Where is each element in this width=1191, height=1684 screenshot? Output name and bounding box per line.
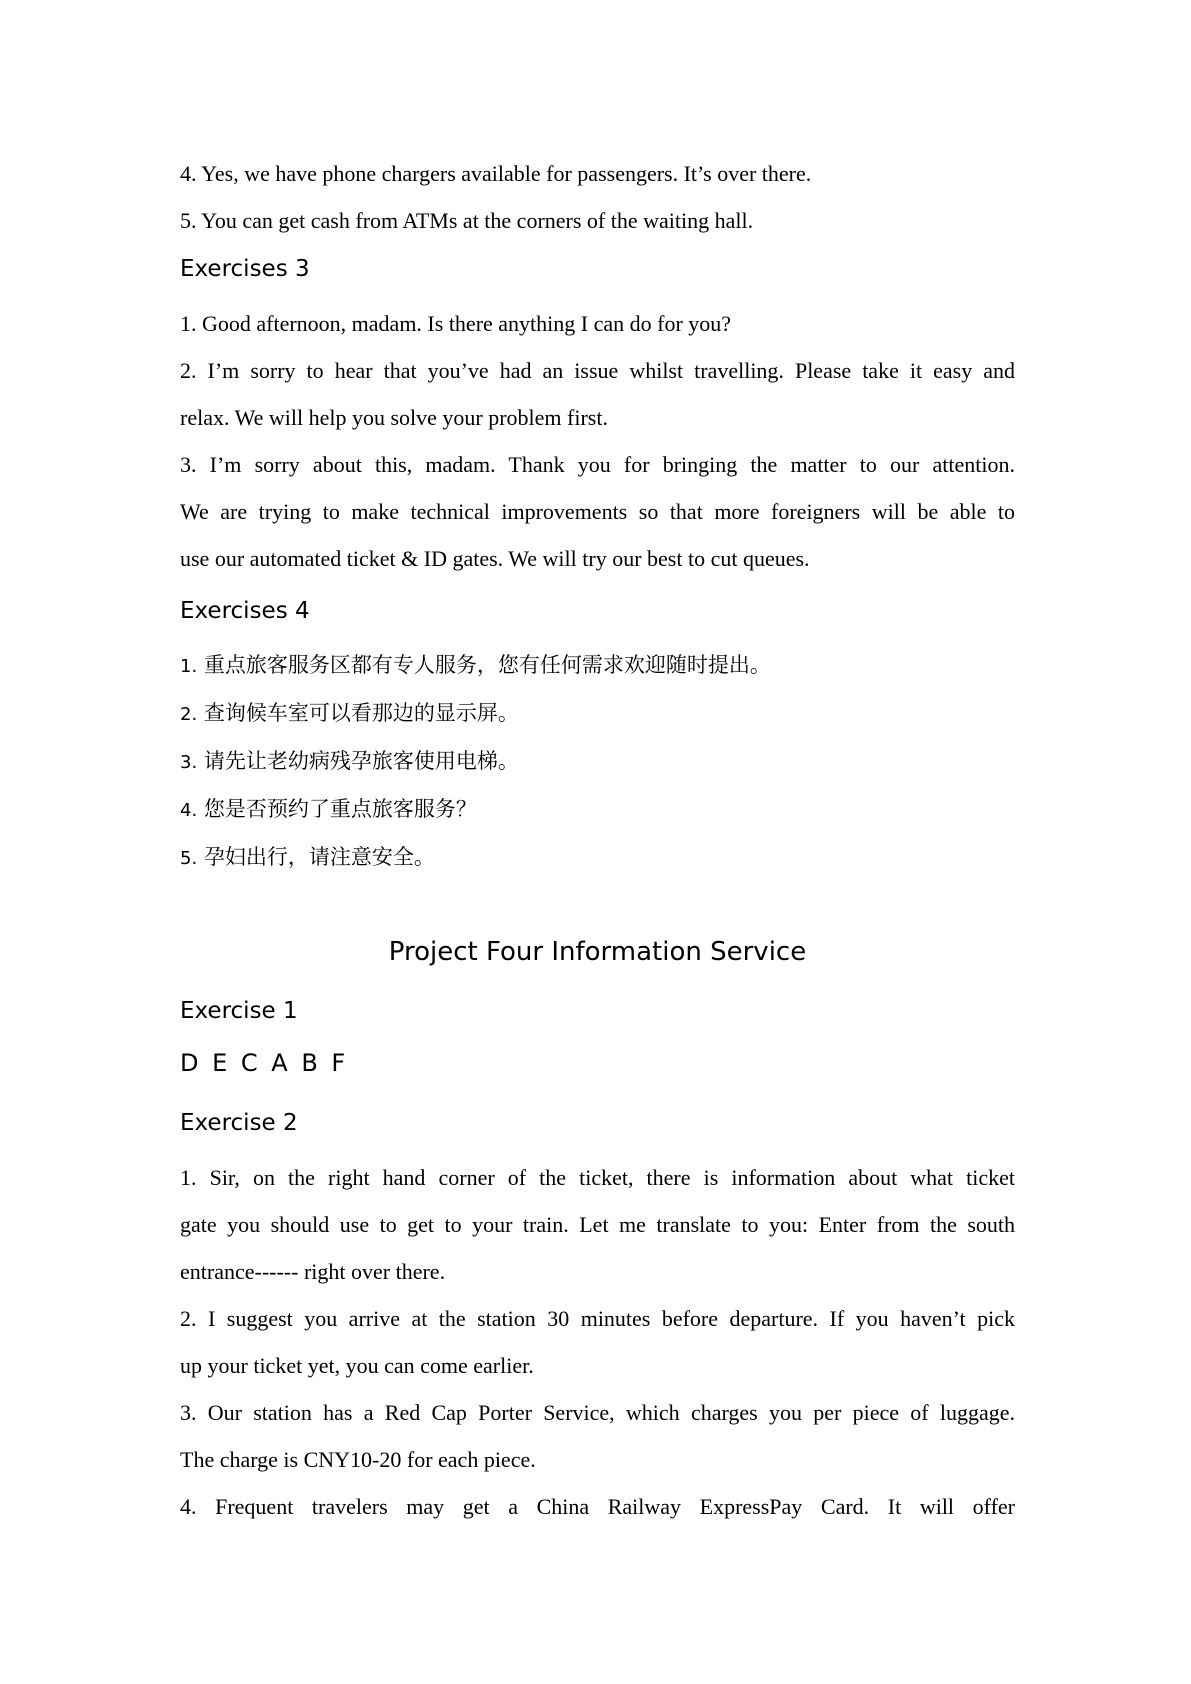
- answer-item-line: up your ticket yet, you can come earlier.: [180, 1353, 534, 1378]
- item-text: 您是否预约了重点旅客服务？: [203, 797, 477, 821]
- answer-item-line: 4. Frequent travelers may get a China Railway ExpressPay Card. It will offer: [180, 1494, 1015, 1519]
- item-number: 1.: [180, 656, 198, 677]
- answer-item-line: 3. Our station has a Red Cap Porter Service, which charges you per piece of luggage.: [180, 1400, 1015, 1425]
- item-text: 重点旅客服务区都有专人服务，您有任何需求欢迎随时提出。: [203, 653, 771, 677]
- exercise-1-heading: Exercise 1: [180, 998, 298, 1024]
- answer-item-line: 3. I’m sorry about this, madam. Thank you for bringing the matter to our attention.: [180, 452, 1015, 477]
- answer-item-line: use our automated ticket & ID gates. We will try our best to cut queues.: [180, 546, 810, 571]
- item-number: 4.: [180, 800, 198, 821]
- answer-item-line: We are trying to make technical improvements so that more foreigners will be able to: [180, 499, 1015, 524]
- project-title: Project Four Information Service: [388, 937, 807, 967]
- answer-item: 4. Yes, we have phone chargers available for passengers. It’s over there.: [180, 161, 812, 186]
- previous-exercise-answers: [180, 150, 1015, 244]
- exercises-4-answers: [180, 642, 1015, 882]
- item-number: 3.: [180, 752, 198, 773]
- exercises-3-answers: [180, 300, 1015, 582]
- answer-item-line: 2. I suggest you arrive at the station 30 minutes before departure. If you haven’t pick: [180, 1306, 1015, 1331]
- answer-item-line: gate you should use to get to your train. Let me translate to you: Enter from the south: [180, 1212, 1015, 1237]
- exercise-2-heading: Exercise 2: [180, 1110, 298, 1136]
- answer-item-line: The charge is CNY10-20 for each piece.: [180, 1447, 536, 1472]
- answer-item-line: 2. I’m sorry to hear that you’ve had an issue whilst travelling. Please take it easy and: [180, 358, 1015, 383]
- translation-item: [180, 642, 1015, 690]
- item-text: 查询候车室可以看那边的显示屏。: [203, 701, 519, 725]
- translation-item: [180, 738, 1015, 786]
- exercise-2-answers: [180, 1154, 1015, 1530]
- exercises-3-heading: Exercises 3: [180, 256, 310, 282]
- item-number: 5.: [180, 848, 198, 869]
- answer-item: 5. You can get cash from ATMs at the corners of the waiting hall.: [180, 208, 754, 233]
- answer-item: 1. Good afternoon, madam. Is there anything I can do for you?: [180, 311, 732, 336]
- item-number: 2.: [180, 704, 198, 725]
- translation-item: [180, 690, 1015, 738]
- answer-item-line: relax. We will help you solve your problem first.: [180, 405, 608, 430]
- document-page: [180, 150, 1015, 1530]
- translation-item: [180, 786, 1015, 834]
- exercise-1-answer: D E C A B F: [180, 1049, 349, 1077]
- item-text: 孕妇出行，请注意安全。: [203, 845, 435, 869]
- translation-item: [180, 834, 1015, 882]
- answer-item-line: 1. Sir, on the right hand corner of the ticket, there is information about what ticket: [180, 1165, 1015, 1190]
- answer-item-line: entrance------ right over there.: [180, 1259, 446, 1284]
- item-text: 请先让老幼病残孕旅客使用电梯。: [203, 749, 519, 773]
- exercises-4-heading: Exercises 4: [180, 598, 310, 624]
